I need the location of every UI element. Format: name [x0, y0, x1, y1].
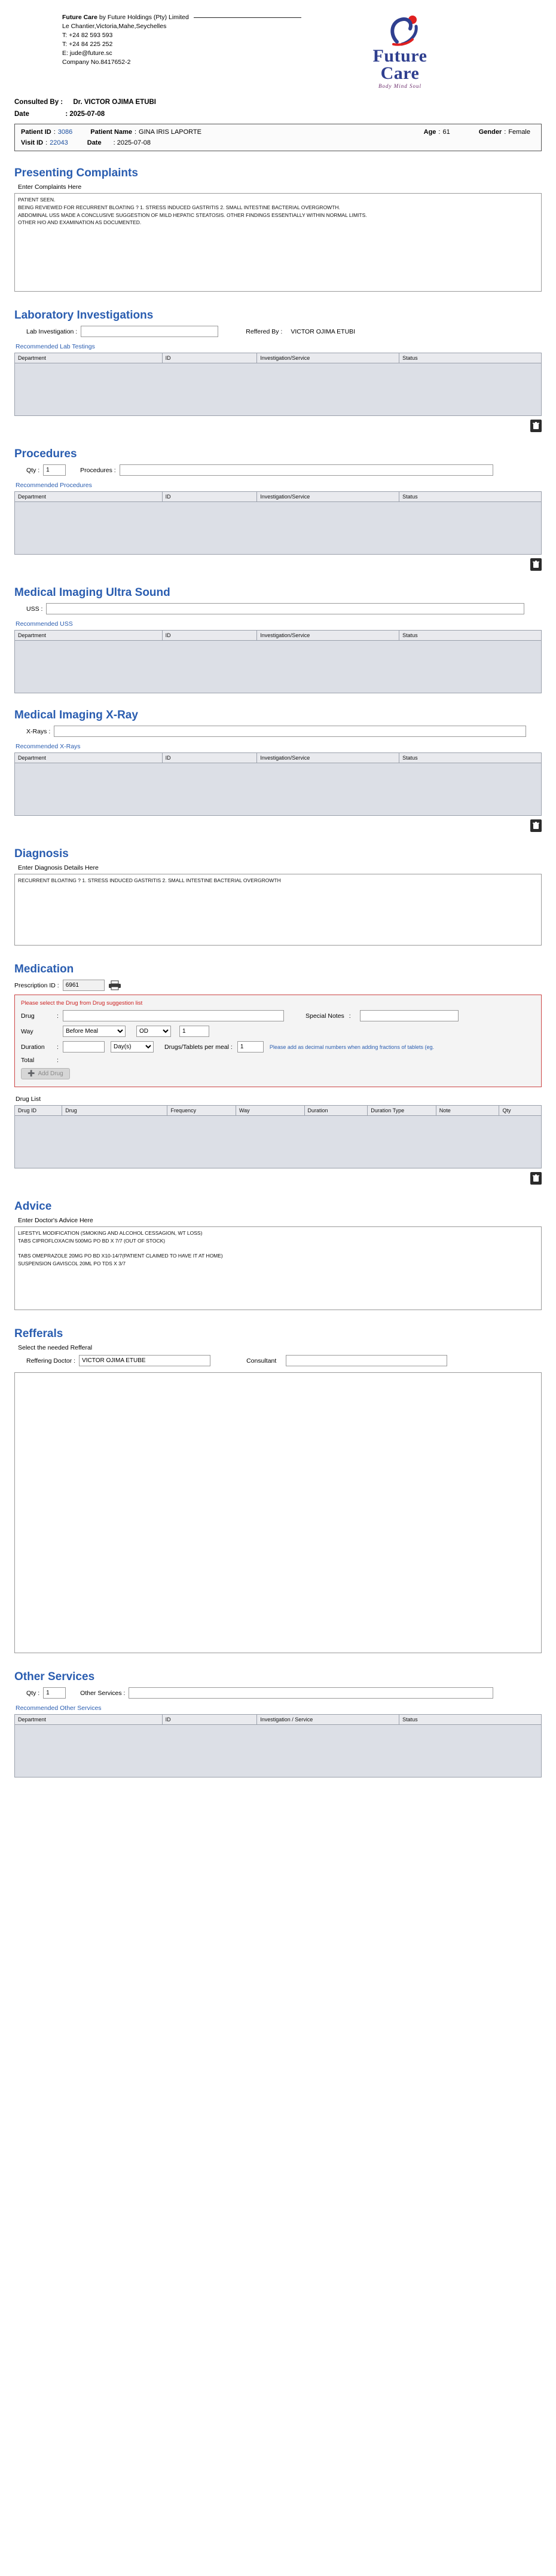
clinic-name: Future Care [62, 14, 97, 21]
other-grid-empty-body [15, 1725, 542, 1777]
lab-col-status: Status [399, 353, 542, 363]
patient-id-colon: : [53, 129, 56, 136]
per-meal-label: Drugs/Tablets per meal : [164, 1043, 233, 1051]
other-col-investigation: Investigation / Service [257, 1715, 399, 1725]
other-col-department: Department [15, 1715, 163, 1725]
visit-id-label: Visit ID [21, 139, 44, 146]
xray-col-status: Status [399, 753, 542, 763]
drug-list-grid [14, 1105, 542, 1168]
patient-gender-field [479, 129, 530, 136]
uss-label: USS : [26, 605, 43, 613]
uss-grid-header-row [15, 631, 542, 641]
uss-col-id: ID [162, 631, 257, 641]
clinic-company-no: Company No.8417652-2 [62, 58, 131, 66]
consultant-label: Consultant [246, 1357, 277, 1365]
consulted-by-row [14, 93, 542, 107]
xray-col-department: Department [15, 753, 163, 763]
drug-list-label: Drug List [16, 1096, 41, 1103]
frequency-count-input[interactable] [179, 1026, 209, 1037]
section-title-advice: Advice [14, 1200, 52, 1213]
section-title-complaints: Presenting Complaints [14, 167, 138, 179]
uss-recommended-label: Recommended USS [16, 620, 73, 628]
uss-col-status: Status [399, 631, 542, 641]
patient-gender-colon: : [504, 129, 506, 136]
duration-unit-select[interactable] [111, 1041, 154, 1053]
letterhead [14, 0, 542, 93]
section-title-procedures: Procedures [14, 448, 77, 460]
other-col-id: ID [162, 1715, 257, 1725]
other-recommended-label: Recommended Other Services [16, 1705, 102, 1712]
uss-input[interactable] [46, 603, 524, 614]
xray-grid-header-row [15, 753, 542, 763]
patient-name-colon: : [134, 129, 137, 136]
consulting-doctor-name: Dr. VICTOR OJIMA ETUBI [73, 99, 157, 106]
consult-date-row [14, 107, 542, 124]
prescription-id-label: Prescription ID : [14, 981, 59, 989]
section-title-diagnosis: Diagnosis [14, 848, 69, 860]
special-notes-input[interactable] [360, 1010, 459, 1021]
lab-col-department: Department [15, 353, 163, 363]
prescription-id-input[interactable] [63, 980, 105, 991]
visit-id-value: 22043 [50, 139, 68, 146]
patient-id-label: Patient ID [21, 129, 51, 136]
drug-col-way: Way [236, 1106, 305, 1116]
duration-input[interactable] [63, 1041, 105, 1053]
lab-grid-header-row [15, 353, 542, 363]
drug-list-header-row [15, 1106, 542, 1116]
referrals-sub-label: Select the needed Refferal [18, 1344, 93, 1351]
add-drug-label: Add Drug [38, 1070, 63, 1077]
visit-date-label: Date [87, 139, 102, 146]
add-drug-button[interactable] [21, 1068, 70, 1079]
procedures-col-department: Department [15, 492, 163, 502]
drug-list-delete-icon[interactable] [530, 1172, 542, 1185]
medication-warning: Please select the Drug from Drug suggestion list [21, 1000, 143, 1006]
drug-col-drug: Drug [62, 1106, 167, 1116]
uss-grid [14, 630, 542, 693]
clinic-tel-2: T: +24 84 225 252 [62, 40, 113, 48]
plus-icon: ➕ [28, 1070, 35, 1077]
clinic-logo [331, 13, 469, 89]
lab-investigation-input[interactable] [81, 326, 218, 337]
section-title-other-services: Other Services [14, 1671, 95, 1683]
advice-sub-label: Enter Doctor's Advice Here [18, 1217, 93, 1224]
lab-results-grid [14, 353, 542, 416]
other-services-label: Other Services : [80, 1689, 126, 1697]
procedures-col-investigation: Investigation/Service [257, 492, 399, 502]
uss-col-department: Department [15, 631, 163, 641]
visit-date-value: : 2025-07-08 [113, 139, 151, 146]
drug-col-note: Note [436, 1106, 499, 1116]
other-qty-input[interactable] [43, 1687, 66, 1699]
xray-delete-icon[interactable] [530, 819, 542, 832]
letterhead-rule [194, 17, 301, 18]
drug-col-duration-type: Duration Type [368, 1106, 436, 1116]
procedures-col-status: Status [399, 492, 542, 502]
referrals-textarea[interactable] [14, 1372, 542, 1653]
logo-text-care: Care [380, 63, 420, 83]
drug-col-duration: Duration [304, 1106, 368, 1116]
patient-info-bar [14, 124, 542, 151]
diagnosis-sub-label: Enter Diagnosis Details Here [18, 864, 99, 871]
procedures-input[interactable] [120, 464, 493, 476]
section-title-lab: Laboratory Investigations [14, 309, 154, 322]
clinic-name-suffix: by Future Holdings (Pty) Limited [99, 14, 189, 21]
duration-label: Duration [21, 1043, 45, 1051]
xray-recommended-label: Recommended X-Rays [16, 743, 81, 750]
procedures-label: Procedures : [80, 466, 116, 474]
per-meal-note: Please add as decimal numbers when adding fractions of tablets (eg. [269, 1044, 434, 1050]
xray-label: X-Rays : [26, 727, 51, 735]
patient-id-value: 3086 [57, 129, 73, 136]
procedures-grid [14, 491, 542, 555]
consult-date-label: Date [14, 111, 29, 118]
drug-col-id: Drug ID [15, 1106, 62, 1116]
procedures-recommended-label: Recommended Procedures [16, 482, 92, 489]
visit-id-colon: : [45, 139, 48, 146]
other-col-status: Status [399, 1715, 542, 1725]
visit-id-field [21, 139, 68, 146]
logo-mark-icon [331, 14, 469, 48]
complaints-textarea[interactable] [14, 193, 542, 292]
visit-date-field [87, 139, 151, 146]
diagnosis-textarea[interactable] [14, 874, 542, 946]
procedures-qty-input[interactable] [43, 464, 66, 476]
patient-age-field [424, 129, 450, 136]
drug-col-frequency: Frequency [167, 1106, 236, 1116]
lab-referred-by-label: Reffered By : [246, 328, 283, 335]
lab-recommended-label: Recommended Lab Testings [16, 343, 95, 350]
xray-grid-empty-body [15, 763, 542, 816]
consultant-input[interactable] [286, 1355, 447, 1366]
patient-name-value: GINA IRIS LAPORTE [139, 129, 201, 136]
lab-col-investigation: Investigation/Service [257, 353, 399, 363]
drug-col-qty: Qty [499, 1106, 542, 1116]
consulted-by-label: Consulted By : [14, 99, 63, 106]
logo-text-future: Future [372, 46, 427, 66]
procedures-grid-empty-body [15, 502, 542, 555]
lab-delete-icon[interactable] [530, 420, 542, 432]
lab-col-id: ID [162, 353, 257, 363]
patient-name-field [90, 129, 201, 136]
medication-entry-panel: Please select the Drug from Drug suggestion list Drug : Special Notes : Way Before Meal OD 1 Duration : Day(s) Drugs/Tablets per meal : 1 Please add as decimal numbers when adding fractions of tablets (eg. Total : ➕ Add Drug [14, 995, 542, 1087]
drug-label: Drug [21, 1012, 35, 1020]
section-title-uss: Medical Imaging Ultra Sound [14, 586, 170, 599]
lab-investigation-label: Lab Investigation : [26, 328, 78, 335]
procedures-grid-header-row [15, 492, 542, 502]
section-title-medication: Medication [14, 963, 74, 975]
patient-gender-label: Gender [478, 129, 502, 136]
advice-textarea[interactable] [14, 1226, 542, 1310]
lab-referred-by-value: VICTOR OJIMA ETUBI [291, 328, 356, 335]
patient-name-label: Patient Name [90, 129, 132, 136]
drug-input[interactable] [63, 1010, 284, 1021]
section-title-xray: Medical Imaging X-Ray [14, 709, 138, 721]
patient-gender-value: Female [508, 129, 530, 136]
total-label: Total [21, 1057, 35, 1064]
procedures-delete-icon[interactable] [530, 558, 542, 571]
consult-date-value: : 2025-07-08 [65, 111, 105, 118]
clinic-address-block [14, 13, 301, 66]
uss-grid-empty-body [15, 641, 542, 693]
referring-doctor-input[interactable] [79, 1355, 210, 1366]
per-meal-input[interactable] [237, 1041, 264, 1053]
section-title-referrals: Refferals [14, 1327, 63, 1340]
clinic-tel-1: T: +24 82 593 593 [62, 31, 113, 39]
patient-age-colon: : [438, 129, 441, 136]
patient-age-label: Age [423, 129, 436, 136]
lab-grid-empty-body [15, 363, 542, 416]
procedures-qty-label: Qty : [26, 466, 40, 474]
other-services-input[interactable] [129, 1687, 493, 1699]
complaints-sub-label: Enter Complaints Here [18, 183, 82, 191]
referring-doctor-label: Reffering Doctor : [26, 1357, 76, 1365]
special-notes-label: Special Notes [306, 1012, 344, 1020]
clinic-email: E: jude@future.sc [62, 49, 112, 57]
logo-tagline: Body Mind Soul [378, 83, 421, 89]
xray-col-id: ID [162, 753, 257, 763]
xray-input[interactable] [54, 726, 526, 737]
frequency-select[interactable] [136, 1026, 171, 1037]
other-services-grid [14, 1714, 542, 1777]
procedures-col-id: ID [162, 492, 257, 502]
patient-age-value: 61 [442, 129, 450, 136]
uss-col-investigation: Investigation/Service [257, 631, 399, 641]
way-label: Way [21, 1027, 33, 1035]
other-qty-label: Qty : [26, 1689, 40, 1697]
other-grid-header-row [15, 1715, 542, 1725]
drug-list-empty-body [15, 1116, 542, 1168]
print-icon[interactable] [108, 980, 121, 990]
xray-grid [14, 752, 542, 816]
clinic-address: Le Chantier,Victoria,Mahe,Seychelles [62, 22, 167, 30]
patient-id-field [21, 129, 72, 136]
way-select[interactable] [63, 1026, 126, 1037]
xray-col-investigation: Investigation/Service [257, 753, 399, 763]
